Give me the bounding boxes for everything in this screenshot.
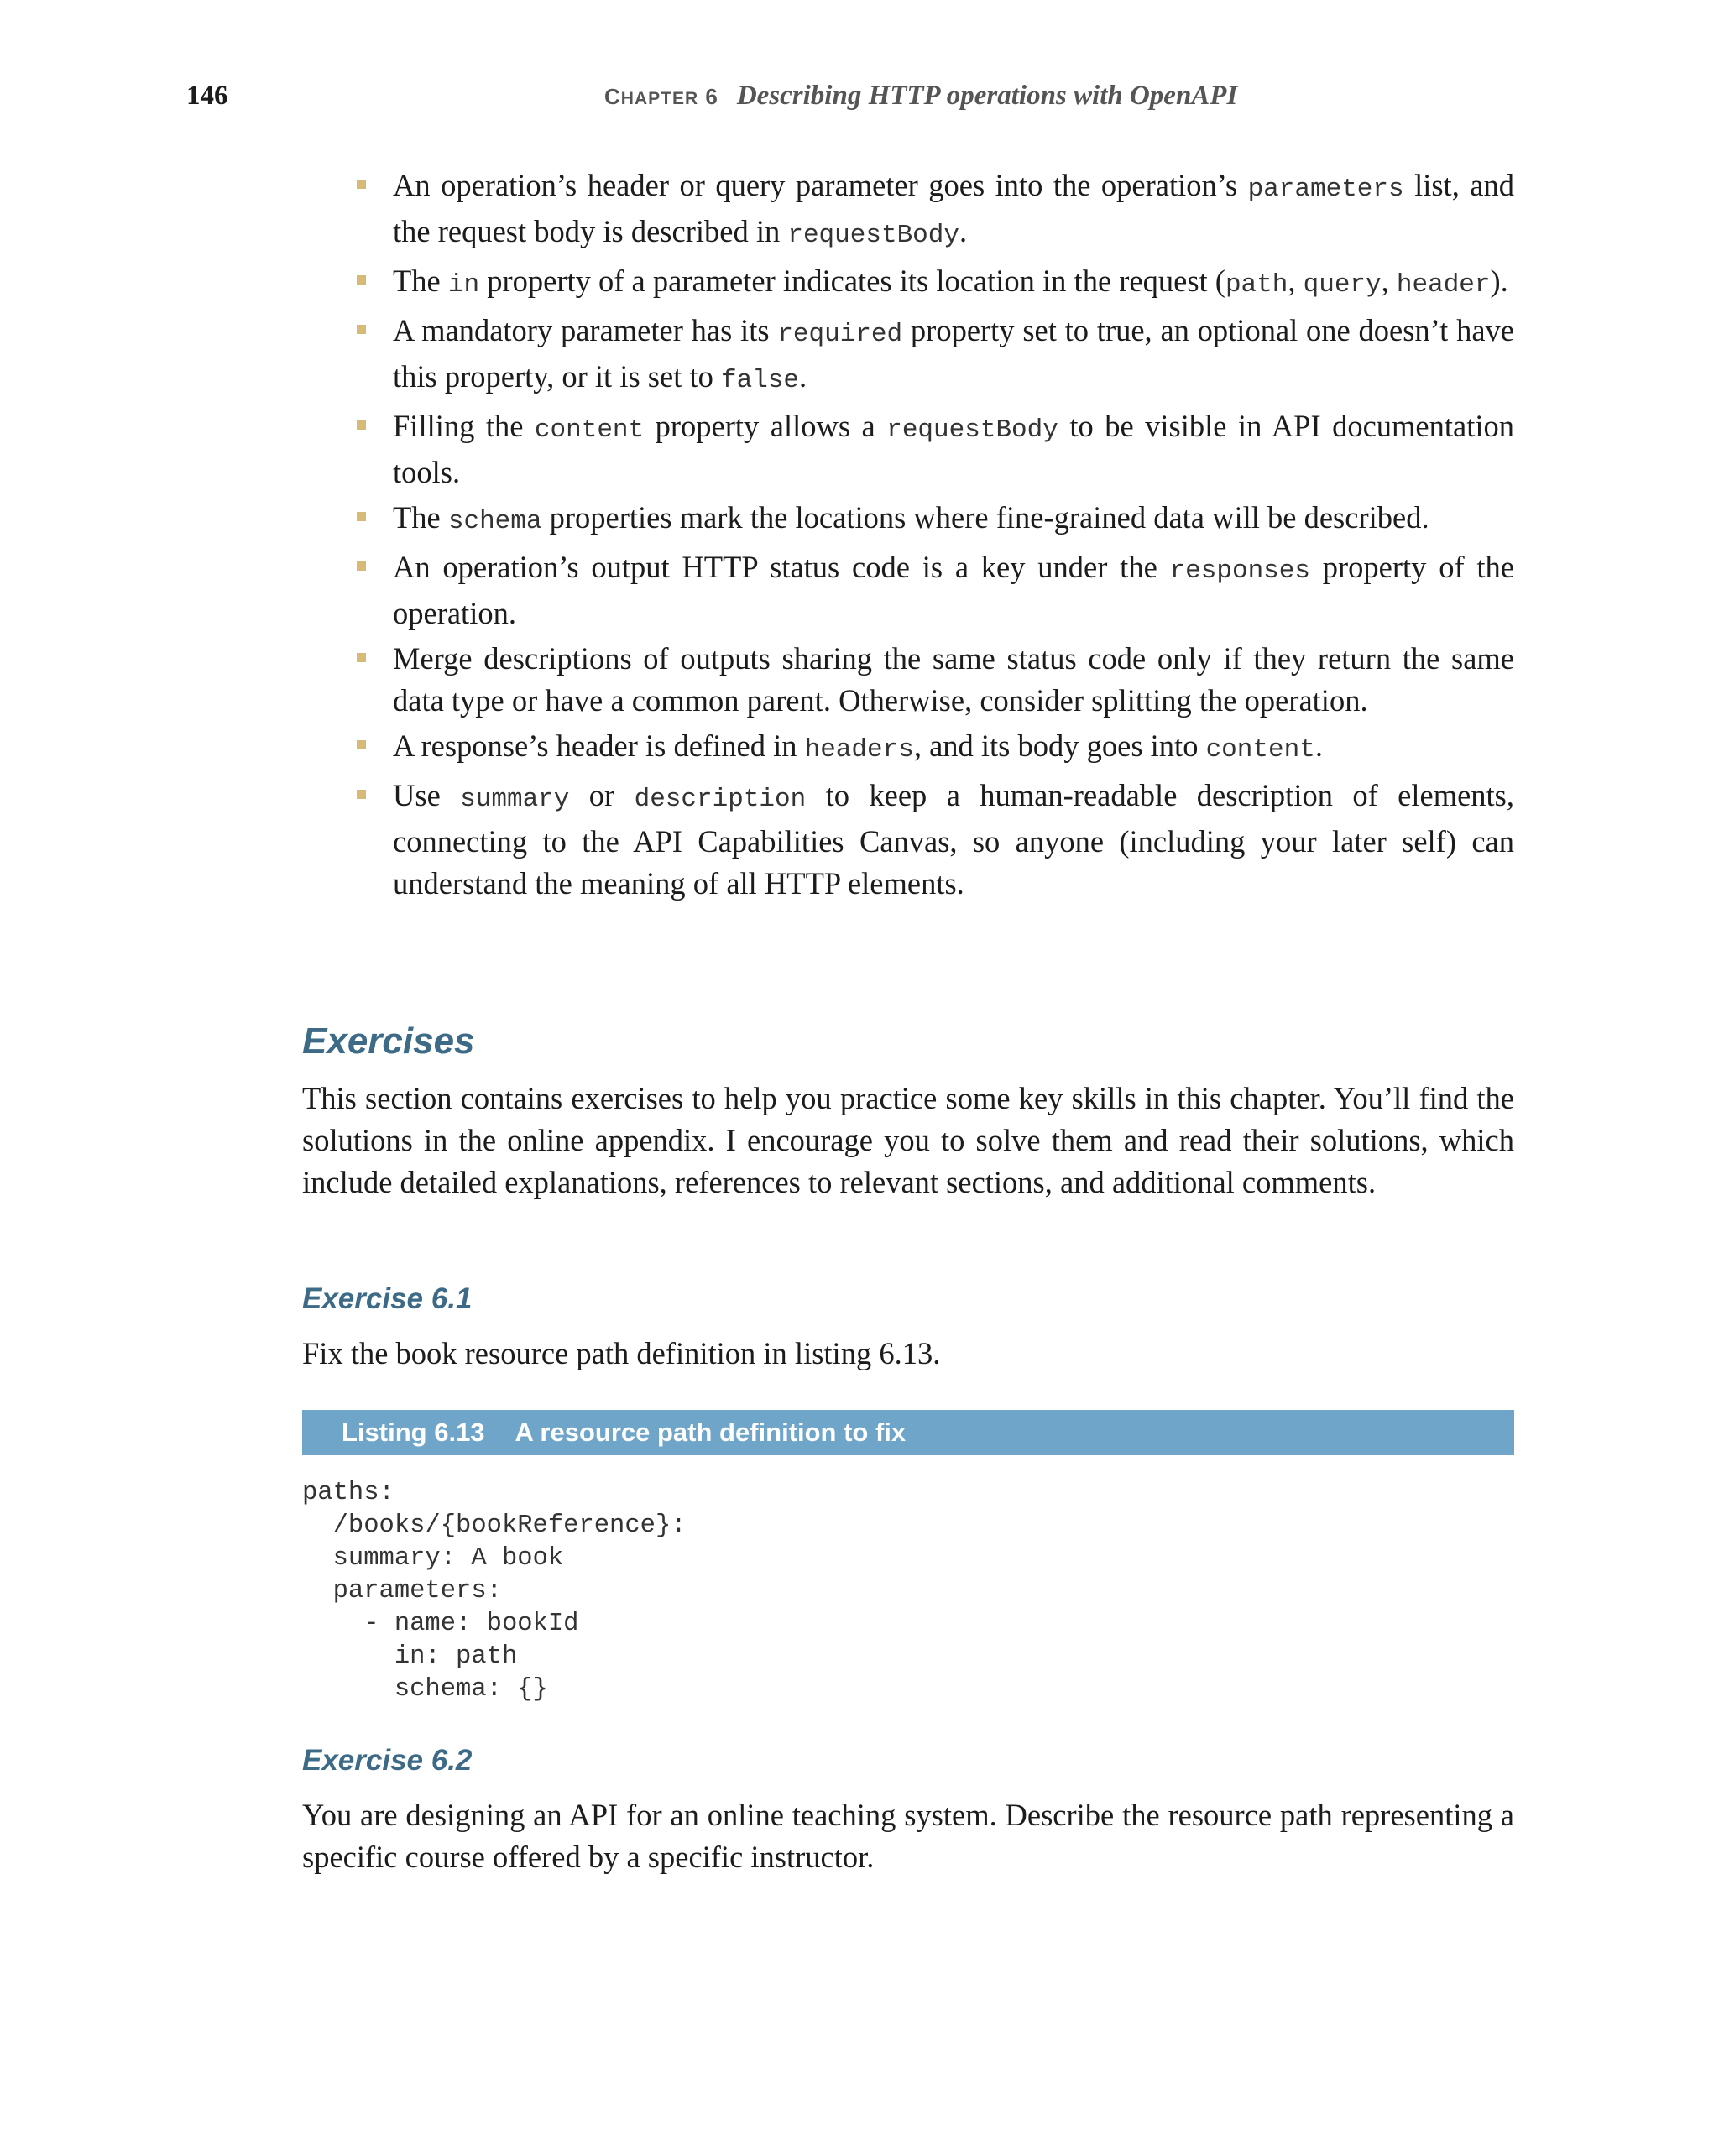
bullet-text: to be visible in API documentation tools.	[393, 409, 1514, 489]
bullet-square-icon	[357, 275, 366, 285]
listing-caption-bar	[302, 1410, 1514, 1455]
bullet-square-icon	[357, 512, 366, 521]
summary-bullet	[347, 310, 1514, 402]
inline-code: content	[1205, 735, 1315, 765]
bullet-text: .	[959, 214, 968, 248]
bullet-text: list, and the request body is described in	[393, 168, 1514, 248]
bullet-text: to keep a human-readable description of elements, connecting to the API Capabilities Canvas, so anyone (including your later self) can understand the meaning of all HTTP elements.	[393, 778, 1515, 901]
bullet-text: ).	[1490, 264, 1508, 298]
inline-code: false	[721, 366, 800, 395]
bullet-text: The	[393, 500, 448, 535]
bullet-text: A mandatory parameter has its	[393, 313, 778, 347]
inline-code: path	[1225, 270, 1288, 300]
inline-code: parameters	[1247, 175, 1404, 204]
inline-code: description	[634, 785, 807, 814]
bullet-text: An operation’s header or query parameter goes into the operation’s	[393, 168, 1248, 202]
exercise-6-1-text: Fix the book resource path definition in listing 6.13.	[302, 1336, 941, 1370]
inline-code: requestBody	[787, 221, 959, 250]
inline-code: requestBody	[886, 415, 1058, 445]
bullet-text: ,	[1288, 264, 1304, 298]
bullet-text: .	[1314, 728, 1323, 763]
bullet-square-icon	[357, 740, 366, 749]
bullet-text: property of the operation.	[393, 550, 1514, 630]
bullet-square-icon	[357, 653, 366, 662]
inline-code: header	[1396, 270, 1491, 300]
bullet-text: or	[569, 778, 635, 812]
bullet-text: The	[393, 264, 448, 298]
inline-code: headers	[804, 735, 914, 765]
summary-bullet	[347, 497, 1514, 543]
bullet-text: A response’s header is defined in	[393, 728, 805, 763]
summary-bullet	[347, 260, 1514, 306]
bullet-text: Filling the	[393, 409, 535, 443]
exercises-intro: This section contains exercises to help you practice some key skills in this chapter. You’ll find the solutions in the online appendix. I encourage you to solve them and read their solutions, which include detailed explanations, references to relevant sections, and additional comments.	[302, 1081, 1514, 1199]
inline-code: summary	[460, 785, 570, 814]
summary-bullet	[347, 725, 1514, 771]
chapter-label: CHAPTER 6	[604, 84, 718, 109]
summary-bullet	[347, 775, 1514, 905]
bullet-square-icon	[357, 561, 366, 571]
inline-code: content	[534, 415, 645, 445]
inline-code: responses	[1169, 556, 1310, 586]
bullet-square-icon	[357, 325, 366, 334]
inline-code: query	[1303, 270, 1382, 300]
bullet-text: property set to true, an optional one doesn’t have this property, or it is set to	[393, 313, 1514, 394]
running-head	[604, 81, 1237, 112]
exercise-6-2-text: You are designing an API for an online teaching system. Describe the resource path representing a specific course offered by a specific instructor.	[302, 1798, 1514, 1874]
bullet-square-icon	[357, 180, 366, 189]
bullet-text: properties mark the locations where fine-grained data will be described.	[541, 500, 1429, 535]
bullet-square-icon	[357, 420, 366, 430]
inline-code: schema	[447, 507, 542, 536]
summary-bullet	[347, 638, 1514, 722]
inline-code: in	[447, 270, 480, 300]
exercise-6-2-heading: Exercise 6.2	[302, 1744, 473, 1777]
bullet-text: An operation’s output HTTP status code is a key under the	[393, 550, 1170, 584]
summary-bullet-list	[347, 164, 1514, 908]
listing-label: Listing 6.13	[342, 1417, 485, 1447]
bullet-square-icon	[357, 790, 366, 799]
summary-bullet	[347, 546, 1514, 634]
inline-code: required	[777, 320, 903, 349]
listing-title: A resource path definition to fix	[515, 1417, 907, 1447]
bullet-text: property allows a	[644, 409, 887, 443]
bullet-text: , and its body goes into	[913, 728, 1206, 763]
bullet-text: property of a parameter indicates its location in the request (	[479, 264, 1225, 298]
summary-bullet	[347, 405, 1514, 493]
bullet-text: Use	[393, 778, 461, 812]
page-number: 146	[186, 81, 228, 111]
exercises-heading: Exercises	[302, 1021, 475, 1062]
bullet-text: .	[799, 359, 807, 394]
chapter-title: Describing HTTP operations with OpenAPI	[736, 81, 1238, 111]
summary-bullet	[347, 164, 1514, 257]
bullet-text: Merge descriptions of outputs sharing the same status code only if they return the same data type or have a common parent. Otherwise, consider splitting the operation.	[393, 641, 1514, 718]
listing-code: paths: /books/{bookReference}: summary: A book parameters: - name: bookId in: path schema: {}	[302, 1479, 687, 1704]
bullet-text: ,	[1381, 264, 1397, 298]
exercise-6-1-heading: Exercise 6.1	[302, 1282, 473, 1315]
